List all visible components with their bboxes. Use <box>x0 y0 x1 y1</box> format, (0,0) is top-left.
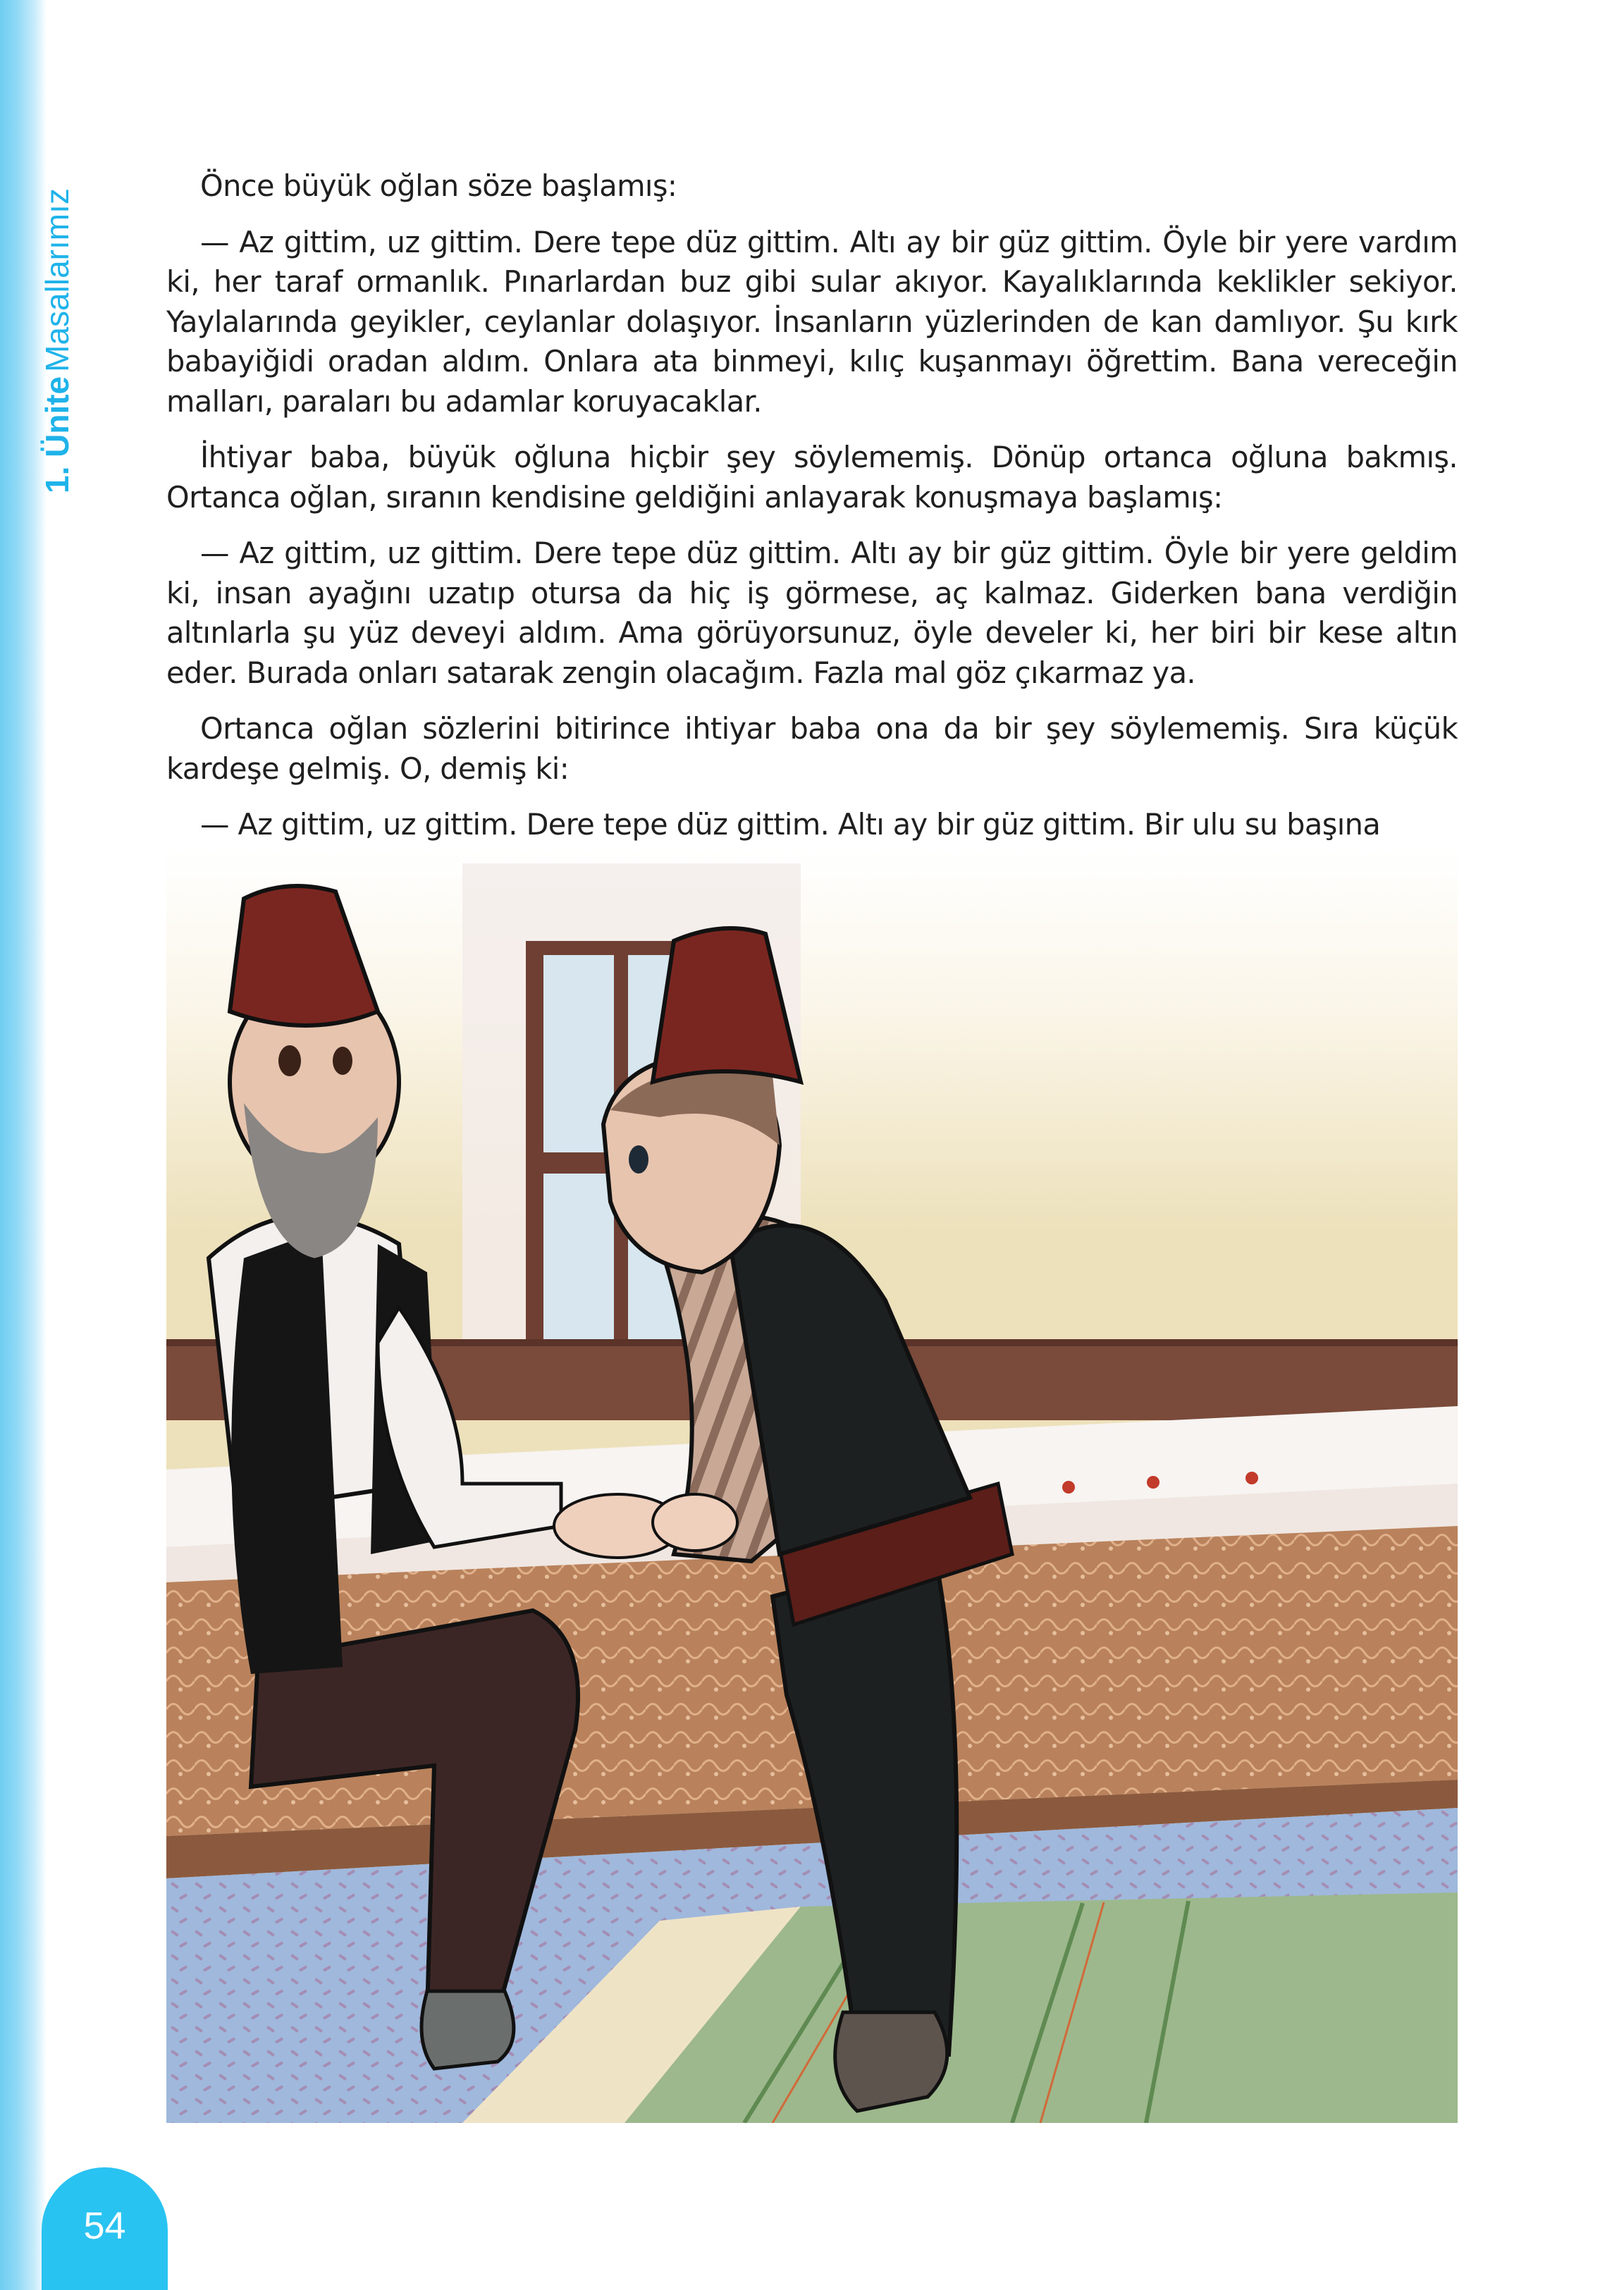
paragraph: — Az gittim, uz gittim. Dere tepe düz gittim. Altı ay bir güz gittim. Bir ulu su başına <box>200 807 1381 842</box>
paragraph: — Az gittim, uz gittim. Dere tepe düz gittim. Altı ay bir güz gittim. Öyle bir yere vardım ki, her taraf ormanlık. Pınarlardan buz gibi sular akıyor. Kayalıklarında keklikler sekiyor. Yaylalarında geyikler, ceylanlar dolaşıyor. İnsanların yüzlerinden de kan damlıyor. Şu kırk babayiğidi oradan aldım. Onlara ata binmeyi, kılıç kuşanmayı öğrettim. Bana vereceğin malları, paraları bu adamlar koruyacaklar. <box>166 224 1458 419</box>
paragraph: Önce büyük oğlan söze başlamış: <box>200 168 677 203</box>
paragraph: Ortanca oğlan sözlerini bitirince ihtiyar baba ona da bir şey söylememiş. Sıra küçük kardeşe gelmiş. O, demiş ki: <box>166 711 1458 786</box>
page-number-badge <box>42 2167 168 2290</box>
story-illustration <box>166 849 1458 2123</box>
paragraph: İhtiyar baba, büyük oğluna hiçbir şey söylememiş. Dönüp ortanca oğluna bakmış. Ortanca oğlan, sıranın kendisine geldiğini anlayarak konuşmaya başlamış: <box>166 440 1458 515</box>
unit-number: 1. Ünite <box>39 376 75 493</box>
unit-label <box>41 188 73 493</box>
page-number: 54 <box>83 2205 126 2247</box>
unit-name: Masallarımız <box>39 188 75 372</box>
story-text <box>166 166 1458 861</box>
paragraph: — Az gittim, uz gittim. Dere tepe düz gittim. Altı ay bir güz gittim. Öyle bir yere geldim ki, insan ayağını uzatıp otursa da hiç iş görmese, aç kalmaz. Giderken bana verdiğin altınlarla şu yüz deveyi aldım. Ama görüyorsunuz, öyle develer ki, her biri bir kese altın eder. Burada onları satarak zengin olacağım. Fazla mal göz çıkarmaz ya. <box>166 536 1458 690</box>
